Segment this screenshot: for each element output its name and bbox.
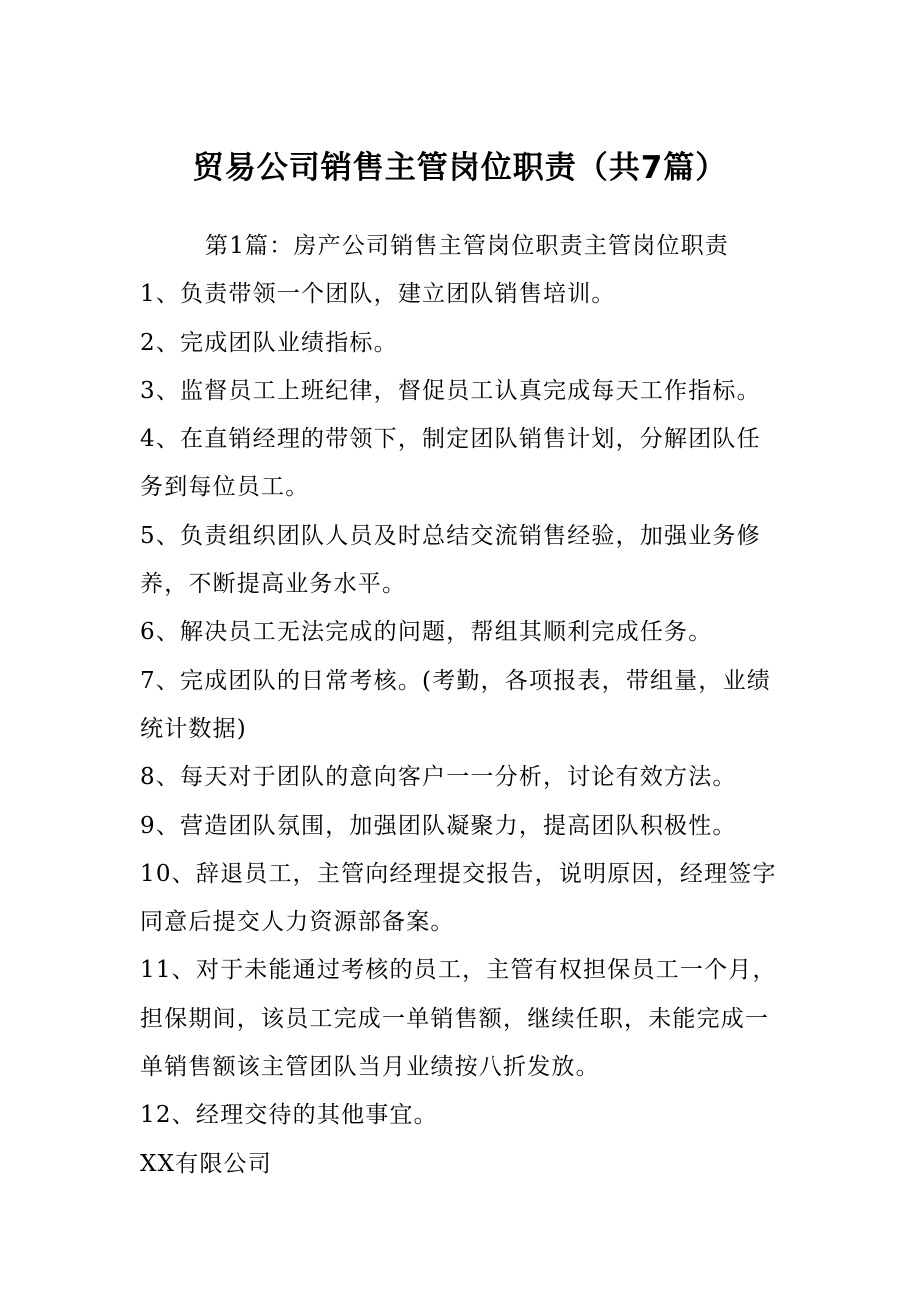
duty-item: 11、对于未能通过考核的员工，主管有权担保员工一个月，担保期间，该员工完成一单销售额，继续任职，未能完成一单销售额该主管团队当月业绩按八折发放。: [140, 957, 777, 1081]
duty-item: 4、在直销经理的带领下，制定团队销售计划，分解团队任务到每位员工。: [140, 426, 761, 501]
duty-item: 8、每天对于团队的意向客户一一分析，讨论有效方法。: [140, 764, 737, 791]
company-name: XX有限公司: [140, 1150, 272, 1177]
duty-item: 10、辞退员工，主管向经理提交报告，说明原因，经理签字同意后提交人力资源部备案。: [140, 860, 777, 936]
section-subtitle: 第1篇：房产公司销售主管岗位职责主管岗位职责: [205, 233, 730, 259]
duty-item: 12、经理交待的其他事宜。: [140, 1102, 438, 1129]
duty-item: 1、负责带领一个团队，建立团队销售培训。: [140, 281, 616, 308]
duty-item: 5、负责组织团队人员及时总结交流销售经验，加强业务修养，不断提高业务水平。: [140, 522, 761, 598]
duty-item: 2、完成团队业绩指标。: [140, 329, 398, 356]
document-body: [140, 222, 785, 1188]
duty-item: 7、完成团队的日常考核。(考勤，各项报表，带组量，业绩统计数据): [140, 667, 772, 742]
duty-item: 3、监督员工上班纪律，督促员工认真完成每天工作指标。: [140, 377, 761, 404]
duty-item: 6、解决员工无法完成的问题，帮组其顺利完成任务。: [140, 619, 713, 646]
duty-item: 9、营造团队氛围，加强团队凝聚力，提高团队积极性。: [140, 812, 737, 839]
document-title: 贸易公司销售主管岗位职责（共7篇）: [192, 150, 728, 186]
